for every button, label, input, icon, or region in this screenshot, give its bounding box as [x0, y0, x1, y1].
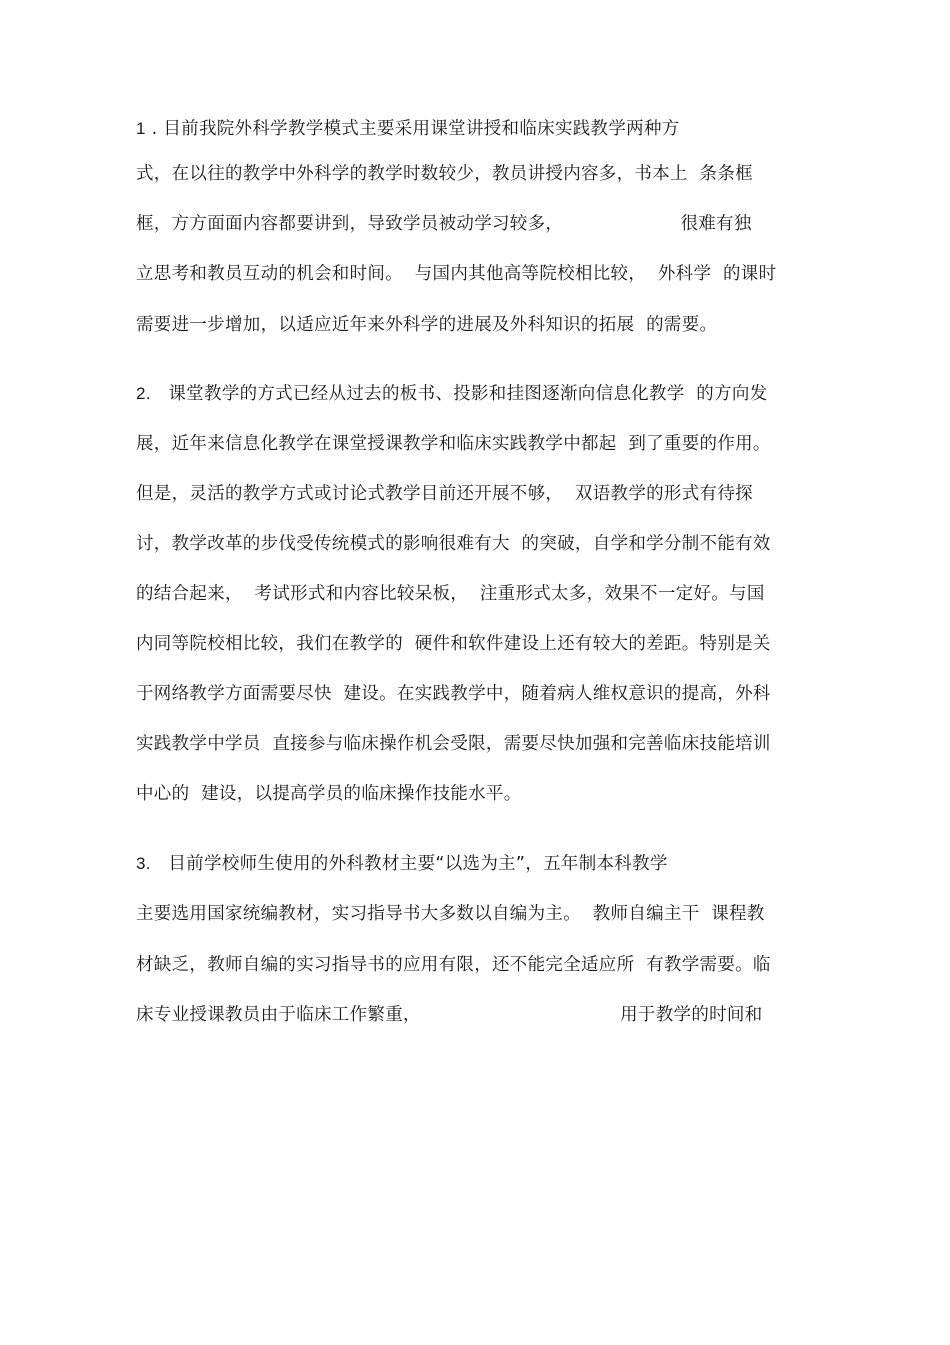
paragraph-2-line-7: 于网络教学方面需要尽快 建设。在实践教学中，随着病人维权意识的提高，外科: [136, 684, 771, 704]
paragraph-2-line-5: 的结合起来， 考试形式和内容比较呆板， 注重形式太多，效果不一定好。与国: [136, 584, 765, 604]
paragraph-1-line-3: 框，方方面面内容都要讲到，导致学员被动学习较多， 很难有独: [136, 214, 752, 234]
paragraph-3-line-4: 床专业授课教员由于临床工作繁重， 用于教学的时间和: [136, 1005, 763, 1025]
paragraph-1-line-4: 立思考和教员互动的机会和时间。 与国内其他高等院校相比较， 外科学 的课时: [136, 264, 777, 284]
paragraph-1-line-2: 式，在以往的教学中外科学的教学时数较少，教员讲授内容多，书本上 条条框: [136, 164, 753, 184]
paragraph-2-line-3: 但是，灵活的教学方式或讨论式教学目前还开展不够， 双语教学的形式有待探: [136, 484, 753, 504]
paragraph-1-line-1: 1 . 目前我院外科学教学模式主要采用课堂讲授和临床实践教学两种方: [136, 119, 680, 139]
paragraph-3-number: 3.: [136, 854, 151, 873]
paragraph-3-line-1: 3. 目前学校师生使用的外科教材主要“以选为主”，五年制本科教学: [136, 854, 668, 874]
paragraph-3-line-2: 主要选用国家统编教材，实习指导书大多数以自编为主。 教师自编主干 课程教: [136, 904, 765, 924]
paragraph-2-line-1: 2. 课堂教学的方式已经从过去的板书、投影和挂图逐渐向信息化教学 的方向发: [136, 384, 768, 404]
paragraph-2-line-8: 实践教学中学员 直接参与临床操作机会受限，需要尽快加强和完善临床技能培训: [136, 734, 771, 754]
paragraph-2-line-2: 展，近年来信息化教学在课堂授课教学和临床实践教学中都起 到了重要的作用。: [136, 434, 771, 454]
paragraph-1-line-5: 需要进一步增加，以适应近年来外科学的进展及外科知识的拓展 的需要。: [136, 315, 718, 335]
paragraph-2-line-9: 中心的 建设，以提高学员的临床操作技能水平。: [136, 784, 522, 804]
paragraph-2-number: 2.: [136, 384, 151, 403]
paragraph-3-line-3: 材缺乏，教师自编的实习指导书的应用有限，还不能完全适应所 有教学需要。临: [136, 955, 771, 975]
paragraph-2-line-4: 讨，教学改革的步伐受传统模式的影响很难有大 的突破，自学和学分制不能有效: [136, 534, 771, 554]
paragraph-2-line-6: 内同等院校相比较，我们在教学的 硬件和软件建设上还有较大的差距。特别是关: [136, 634, 771, 654]
paragraph-1-number: 1: [136, 119, 146, 138]
